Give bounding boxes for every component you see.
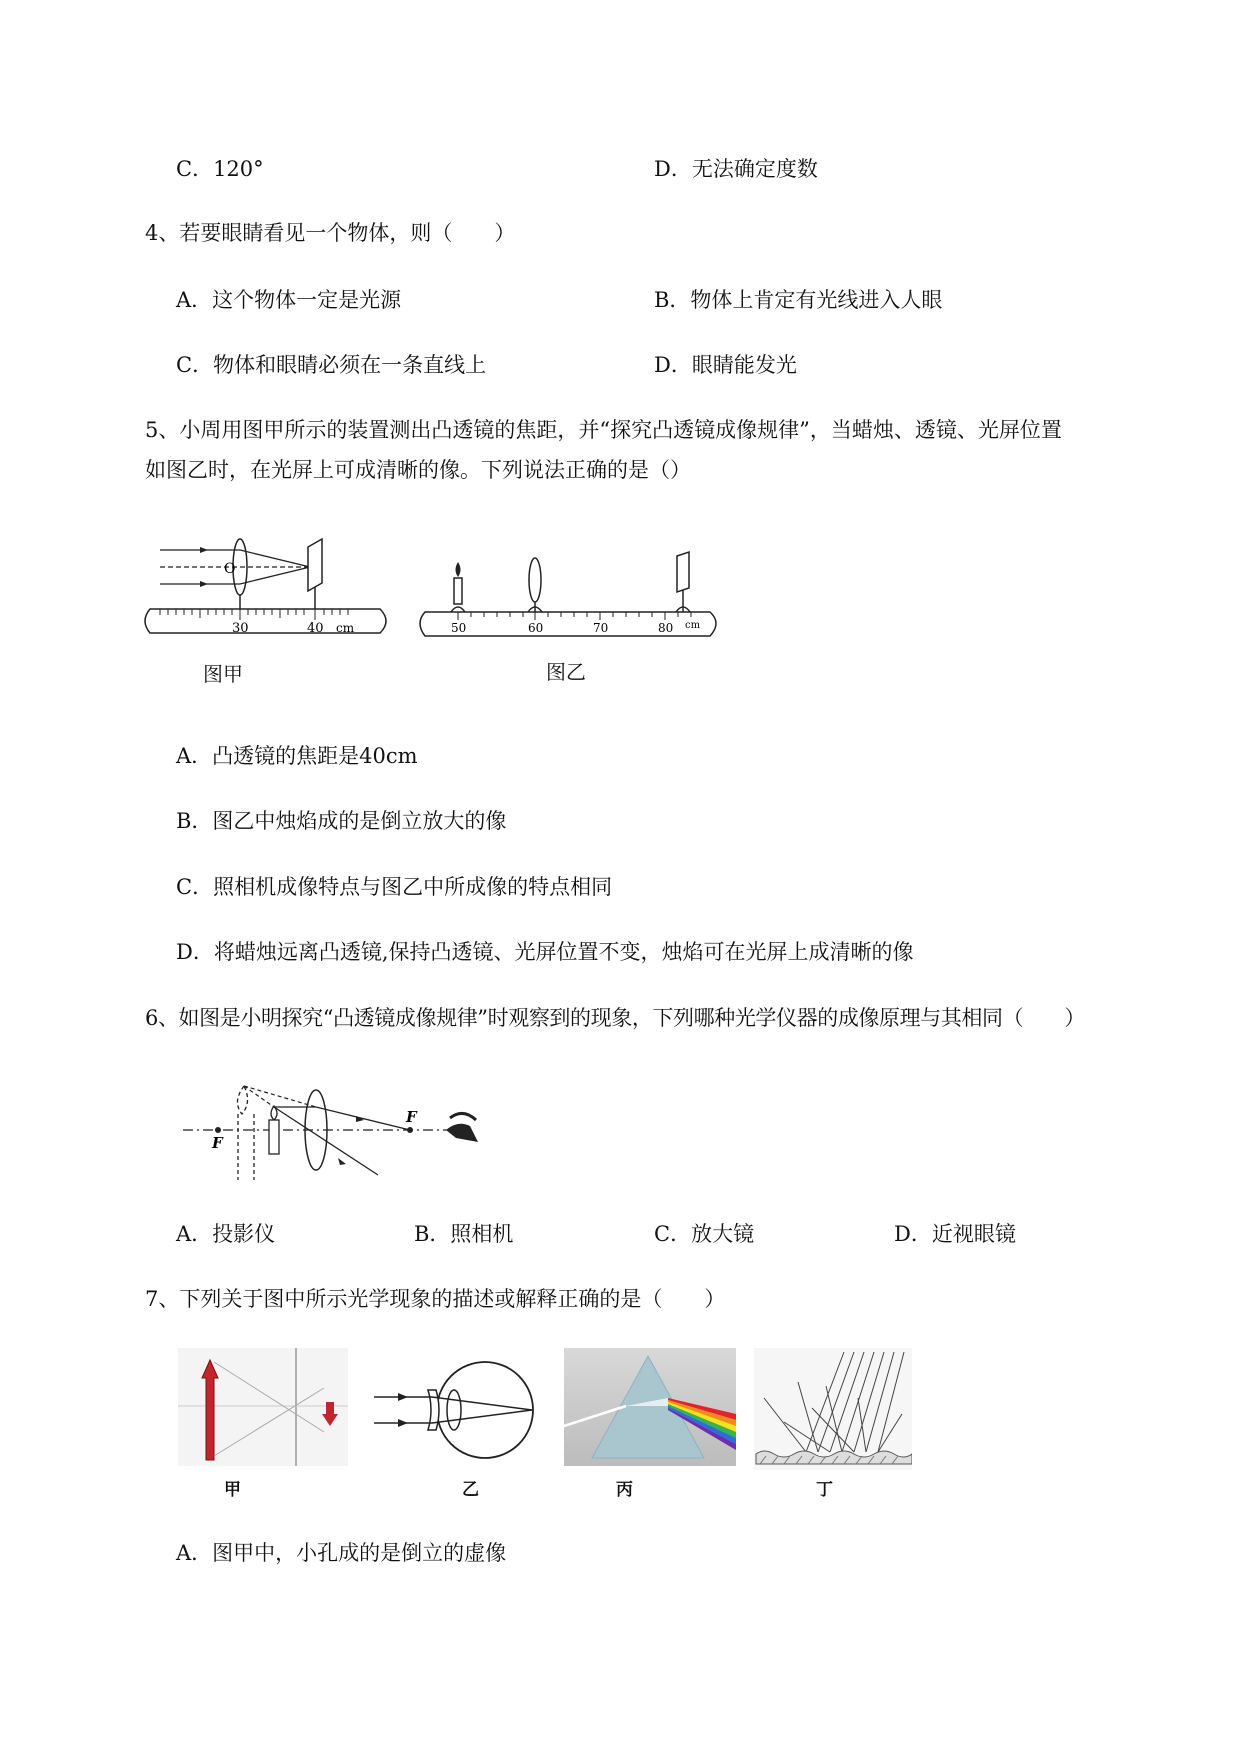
q7-caption-yi: 乙 [462, 1480, 479, 1500]
q7-caption-ding: 丁 [816, 1480, 833, 1500]
q5-yi-tick-cm: cm [685, 620, 701, 631]
q7-figure-bing [564, 1348, 736, 1466]
q4-option-c: C．物体和眼睛必须在一条直线上 [176, 353, 487, 377]
q4-stem: 4、若要眼睛看见一个物体，则（ ） [145, 221, 516, 245]
q4-option-b: B．物体上肯定有光线进入人眼 [654, 288, 943, 312]
q5-jia-tick-cm: cm [336, 621, 355, 635]
q5-stem-line2: 如图乙时，在光屏上可成清晰的像。下列说法正确的是（） [145, 458, 691, 482]
q5-option-d: D．将蜡烛远离凸透镜,保持凸透镜、光屏位置不变，烛焰可在光屏上成清晰的像 [176, 940, 914, 964]
q5-stem-line1: 5、小周用图甲所示的装置测出凸透镜的焦距，并“探究凸透镜成像规律”，当蜡烛、透镜、光屏位置 [145, 418, 1062, 442]
q6-option-c: C．放大镜 [654, 1222, 755, 1246]
q4-option-a: A．这个物体一定是光源 [176, 288, 402, 312]
q5-yi-tick-50: 50 [451, 621, 467, 635]
q7-caption-jia: 甲 [224, 1480, 241, 1500]
q5-figure-jia [140, 525, 400, 645]
q6-figure [178, 1080, 498, 1180]
q5-yi-tick-60: 60 [528, 621, 544, 635]
q7-option-a: A．图甲中，小孔成的是倒立的虚像 [176, 1541, 507, 1565]
q6-label-f-left: F [212, 1134, 223, 1152]
q5-caption-jia: 图甲 [203, 662, 243, 686]
q5-option-c: C．照相机成像特点与图乙中所成像的特点相同 [176, 875, 613, 899]
q6-label-f-right: F [406, 1108, 417, 1126]
q5-figure-yi [415, 540, 725, 650]
q3-option-d: D．无法确定度数 [654, 157, 818, 181]
q7-figure-jia [178, 1348, 348, 1466]
q6-option-d: D．近视眼镜 [894, 1222, 1016, 1246]
candle-icon [454, 578, 462, 604]
q7-figure-ding [754, 1348, 912, 1470]
q7-caption-bing: 丙 [616, 1480, 633, 1500]
q5-yi-tick-70: 70 [593, 621, 609, 635]
q3-option-c: C．120° [176, 157, 264, 181]
q5-jia-label-o: O [224, 561, 236, 577]
q6-option-a: A．投影仪 [176, 1222, 276, 1246]
q5-jia-tick-40: 40 [307, 621, 324, 636]
q6-option-b: B．照相机 [414, 1222, 514, 1246]
q5-caption-yi: 图乙 [546, 660, 586, 684]
q4-option-d: D．眼睛能发光 [654, 353, 797, 377]
q6-stem: 6、如图是小明探究“凸透镜成像规律”时观察到的现象，下列哪种光学仪器的成像原理与其相同（ ） [145, 1006, 1086, 1030]
candle-icon [269, 1120, 279, 1154]
q7-figure-yi [370, 1355, 540, 1465]
q7-stem: 7、下列关于图中所示光学现象的描述或解释正确的是（ ） [145, 1287, 726, 1311]
q5-jia-tick-30: 30 [232, 621, 249, 636]
q5-yi-tick-80: 80 [658, 621, 674, 635]
eye-icon [446, 1113, 478, 1142]
q5-option-a: A．凸透镜的焦距是40cm [176, 744, 418, 768]
q5-option-b: B．图乙中烛焰成的是倒立放大的像 [176, 809, 507, 833]
